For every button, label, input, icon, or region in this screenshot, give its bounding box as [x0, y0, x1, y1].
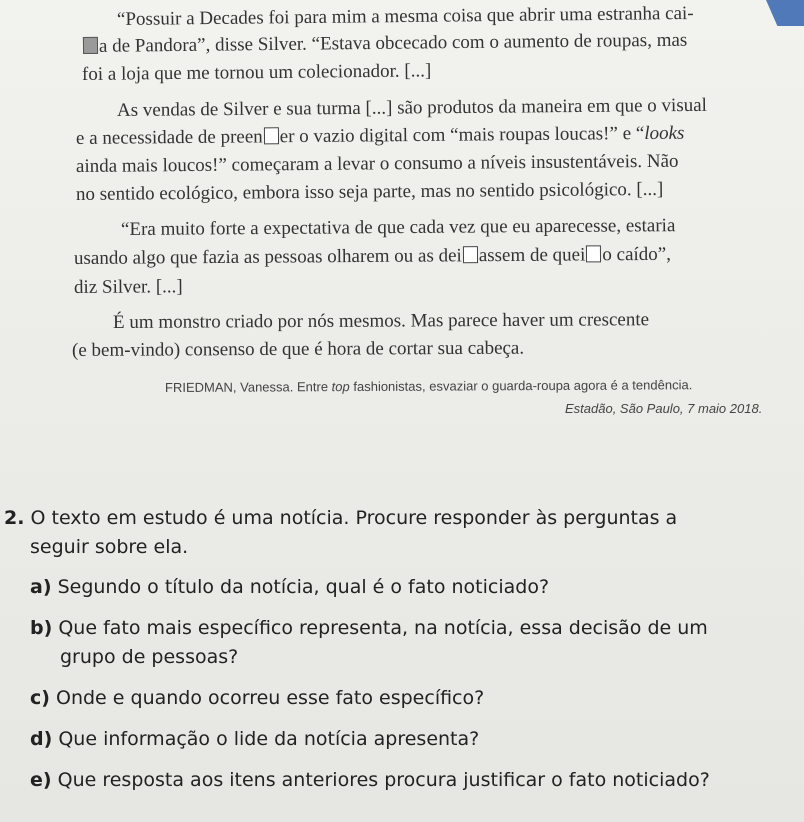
- article-line: As vendas de Silver e sua turma [...] são produtos da maneira em que o visual: [116, 94, 707, 121]
- missing-letter-box: [463, 246, 478, 263]
- page-corner-mark: [766, 0, 804, 26]
- article-line: “Possuir a Decades foi para mim a mesma coisa que abrir uma estranha cai-: [116, 2, 694, 30]
- article-line: e a necessidade de preen er o vazio digital com “mais roupas loucas!” e “looks: [75, 122, 685, 149]
- article-line: “Era muito forte a expectativa de que cada vez que eu aparecesse, estaria: [120, 215, 676, 240]
- question-item-continuation: grupo de pessoas?: [60, 646, 239, 668]
- article-publication: Estadão, São Paulo, 7 maio 2018.: [565, 401, 763, 416]
- article-source: FRIEDMAN, Vanessa. Entre top fashionistas, esvaziar o guarda-roupa agora é a tendência.: [164, 377, 693, 395]
- question-item: c) Onde e quando ocorreu esse fato específico?: [30, 687, 485, 709]
- missing-letter-box: [586, 245, 601, 262]
- question-intro: 2. O texto em estudo é uma notícia. Procure responder às perguntas a: [4, 507, 678, 529]
- missing-letter-box: [264, 127, 279, 144]
- question-intro: seguir sobre ela.: [30, 536, 189, 558]
- question-item: e) Que resposta aos itens anteriores procura justificar o fato noticiado?: [30, 769, 710, 791]
- article-line: É um monstro criado por nós mesmos. Mas parece haver um crescente: [112, 309, 650, 333]
- article-line: foi a loja que me tornou um colecionador. [...]: [81, 60, 432, 85]
- question-item: d) Que informação o lide da notícia apresenta?: [30, 728, 480, 750]
- article-line: (e bem-vindo) consenso de que é hora de cortar sua cabeça.: [71, 337, 525, 361]
- question-item: b) Que fato mais específico representa, na notícia, essa decisão de um: [30, 617, 708, 639]
- question-item: a) Segundo o título da notícia, qual é o fato noticiado?: [30, 576, 550, 598]
- article-line: diz Silver. [...]: [73, 276, 183, 298]
- article-line: a de Pandora”, disse Silver. “Estava obcecado com o aumento de roupas, mas: [82, 29, 688, 59]
- article-line: usando algo que fazia as pessoas olharem ou as dei assem de quei o caído”,: [73, 243, 672, 269]
- missing-letter-box: [83, 37, 98, 54]
- article-line: ainda mais loucos!” começaram a levar o consumo a níveis insustentáveis. Não: [75, 150, 679, 177]
- question-number: 2.: [4, 507, 25, 529]
- article-line: no sentido ecológico, embora isso seja parte, mas no sentido psicológico. [...]: [75, 178, 664, 205]
